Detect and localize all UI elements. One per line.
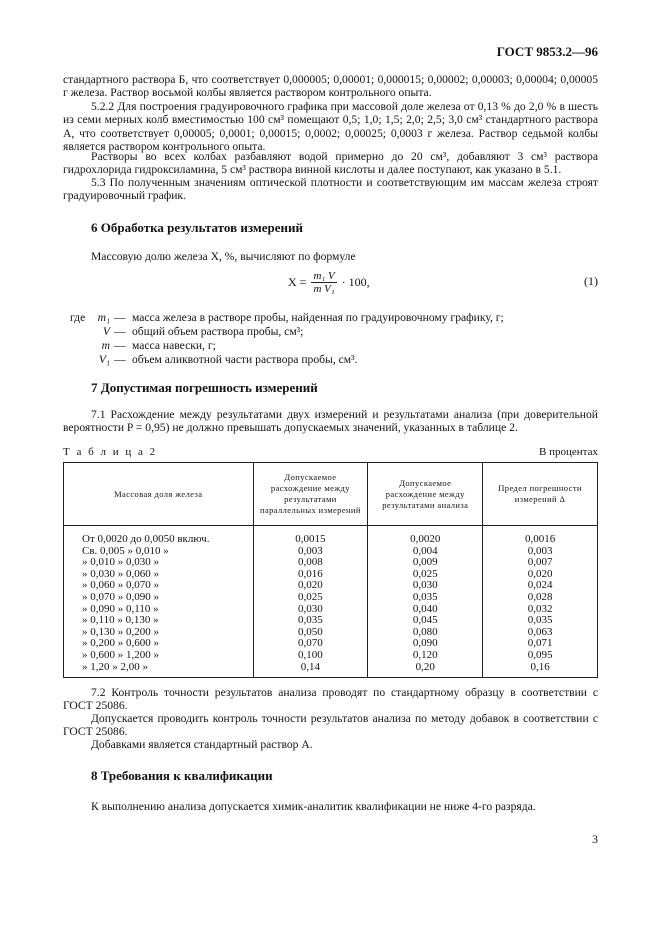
paragraph-p1: стандартного раствора Б, что соответствует 0,000005; 0,00001; 0,000015; 0,00002; 0,00003; 0,00004; 0,00005 г железа. Раствор восьмой колбы является раствором контрольного опыта. bbox=[63, 73, 598, 100]
section-8-title: 8 Требования к квалификации bbox=[91, 768, 273, 783]
table-cell: 0,016 bbox=[253, 569, 368, 581]
where-dash: — bbox=[114, 311, 126, 324]
table-cell: 0,063 bbox=[483, 627, 598, 639]
table-cell: 0,007 bbox=[483, 557, 598, 569]
paragraph-5-3: 5.3 По полученным значениям оптической плотности и соответствующим им массам железа строят градуировочный график. bbox=[63, 176, 598, 203]
table-cell: » 0,130 » 0,200 » bbox=[64, 627, 254, 639]
table-cell: 0,008 bbox=[253, 557, 368, 569]
where-definition: объем аликвотной части раствора пробы, см³. bbox=[132, 353, 358, 366]
table-cell: » 1,20 » 2,00 » bbox=[64, 662, 254, 678]
formula-lhs: X = bbox=[288, 275, 307, 289]
column-header: Допускаемое расхождение между результатами параллельных измерений bbox=[253, 463, 368, 526]
table-row bbox=[64, 650, 598, 662]
table-cell: » 0,200 » 0,600 » bbox=[64, 638, 254, 650]
table-cell: 0,032 bbox=[483, 604, 598, 616]
table-cell: 0,0015 bbox=[253, 526, 368, 546]
standard-header: ГОСТ 9853.2—96 bbox=[496, 44, 598, 59]
table-cell: 0,120 bbox=[368, 650, 483, 662]
table-cell: 0,025 bbox=[253, 592, 368, 604]
where-definition: масса железа в растворе пробы, найденная по градуировочному графику, г; bbox=[132, 311, 504, 324]
column-header: Предел погрешности измерений Δ bbox=[483, 463, 598, 526]
formula bbox=[288, 270, 370, 295]
where-dash: — bbox=[114, 353, 126, 366]
formula-intro: Массовую долю железа X, %, вычисляют по формуле bbox=[91, 250, 356, 263]
table-cell: 0,14 bbox=[253, 662, 368, 678]
table-unit: В процентах bbox=[539, 446, 598, 458]
page-number: 3 bbox=[592, 832, 598, 846]
table-row bbox=[64, 662, 598, 678]
section-7-title: 7 Допустимая погрешность измерений bbox=[91, 380, 318, 395]
table-cell: » 0,090 » 0,110 » bbox=[64, 604, 254, 616]
where-dash: — bbox=[114, 339, 126, 352]
table-cell: » 0,010 » 0,030 » bbox=[64, 557, 254, 569]
paragraph-7-2-additions: Допускается проводить контроль точности результатов анализа по методу добавок в соответствии с ГОСТ 25086. bbox=[63, 712, 598, 739]
formula-numerator: m₁ V bbox=[313, 270, 335, 282]
table-cell: Св. 0,005 » 0,010 » bbox=[64, 546, 254, 558]
column-header: Массовая доля железа bbox=[64, 463, 254, 526]
paragraph-7-1: 7.1 Расхождение между результатами двух измерений и результатами анализа (при доверительной вероятности P = 0,95) не должно превышать допускаемых значений, указанных в таблице 2. bbox=[63, 408, 598, 435]
paragraph-5-2-2: 5.2.2 Для построения градуировочного графика при массовой доле железа от 0,13 % до 2,0 % в шесть из семи мерных колб вместимостью 100 см³ помещают 0,5; 1,0; 1,5; 2,0; 2,5; 3,0 см³ стандартного раствора А, что соответствует 0,00005; 0,0001; 0,00015; 0,0002; 0,00025; 0,0003 г железа. Раствор седьмой колбы является раствором контрольного опыта. bbox=[63, 100, 598, 154]
table-cell: 0,024 bbox=[483, 580, 598, 592]
where-symbol: V₁ bbox=[98, 353, 110, 366]
table-caption: Т а б л и ц а 2 bbox=[63, 446, 158, 458]
table-cell: » 0,030 » 0,060 » bbox=[64, 569, 254, 581]
table-cell: От 0,0020 до 0,0050 включ. bbox=[64, 526, 254, 546]
table-cell: 0,020 bbox=[483, 569, 598, 581]
table-cell: » 0,070 » 0,090 » bbox=[64, 592, 254, 604]
table-cell: 0,025 bbox=[368, 569, 483, 581]
table-cell: 0,028 bbox=[483, 592, 598, 604]
paragraph-7-2-standard: Добавками является стандартный раствор А. bbox=[91, 738, 313, 751]
table-cell: 0,035 bbox=[368, 592, 483, 604]
table-cell: 0,020 bbox=[253, 580, 368, 592]
formula-denominator: m V₁ bbox=[313, 283, 335, 295]
formula-rhs: · 100, bbox=[341, 275, 370, 289]
paragraph-8: К выполнению анализа допускается химик-аналитик квалификации не ниже 4-го разряда. bbox=[91, 800, 536, 813]
equation-number: (1) bbox=[584, 274, 598, 288]
table-row bbox=[64, 526, 598, 546]
table-cell: » 0,600 » 1,200 » bbox=[64, 650, 254, 662]
where-dash: — bbox=[114, 325, 126, 338]
where-symbol: m bbox=[101, 339, 110, 352]
where-definition: масса навески, г; bbox=[132, 339, 216, 352]
table-cell: 0,035 bbox=[253, 615, 368, 627]
table-cell: 0,0016 bbox=[483, 526, 598, 546]
table-cell: 0,050 bbox=[253, 627, 368, 639]
where-word: где bbox=[70, 311, 86, 324]
where-symbol: V bbox=[102, 325, 110, 338]
where-symbol: m₁ bbox=[97, 311, 110, 324]
table-row bbox=[64, 615, 598, 627]
column-header: Допускаемое расхождение между результатами анализа bbox=[368, 463, 483, 526]
table-2 bbox=[63, 462, 598, 678]
table-cell: 0,030 bbox=[368, 580, 483, 592]
section-6-title: 6 Обработка результатов измерений bbox=[91, 220, 303, 235]
table-header-row bbox=[64, 463, 598, 526]
table-cell: 0,071 bbox=[483, 638, 598, 650]
paragraph-dilution: Растворы во всех колбах разбавляют водой примерно до 20 см³, добавляют 3 см³ раствора гидрохлорида гидроксиламина, 5 см³ раствора винной кислоты и далее поступают, как указано в 5.1. bbox=[63, 150, 598, 177]
table-cell: 0,095 bbox=[483, 650, 598, 662]
table-cell: 0,003 bbox=[253, 546, 368, 558]
table-row bbox=[64, 592, 598, 604]
table-cell: » 0,060 » 0,070 » bbox=[64, 580, 254, 592]
table-cell: 0,035 bbox=[483, 615, 598, 627]
table-cell: 0,003 bbox=[483, 546, 598, 558]
table-cell: 0,009 bbox=[368, 557, 483, 569]
table-cell: 0,100 bbox=[253, 650, 368, 662]
table-cell: 0,004 bbox=[368, 546, 483, 558]
table-cell: 0,040 bbox=[368, 604, 483, 616]
paragraph-7-2: 7.2 Контроль точности результатов анализа проводят по стандартному образцу в соответствии с ГОСТ 25086. bbox=[63, 686, 598, 713]
table-cell: 0,20 bbox=[368, 662, 483, 678]
table-cell: 0,030 bbox=[253, 604, 368, 616]
table-cell: 0,16 bbox=[483, 662, 598, 678]
table-cell: 0,0020 bbox=[368, 526, 483, 546]
table-cell: 0,045 bbox=[368, 615, 483, 627]
formula-fraction bbox=[311, 270, 336, 295]
table-cell: 0,090 bbox=[368, 638, 483, 650]
table-cell: 0,070 bbox=[253, 638, 368, 650]
table-cell: » 0,110 » 0,130 » bbox=[64, 615, 254, 627]
where-definition: общий объем раствора пробы, см³; bbox=[132, 325, 304, 338]
table-cell: 0,080 bbox=[368, 627, 483, 639]
